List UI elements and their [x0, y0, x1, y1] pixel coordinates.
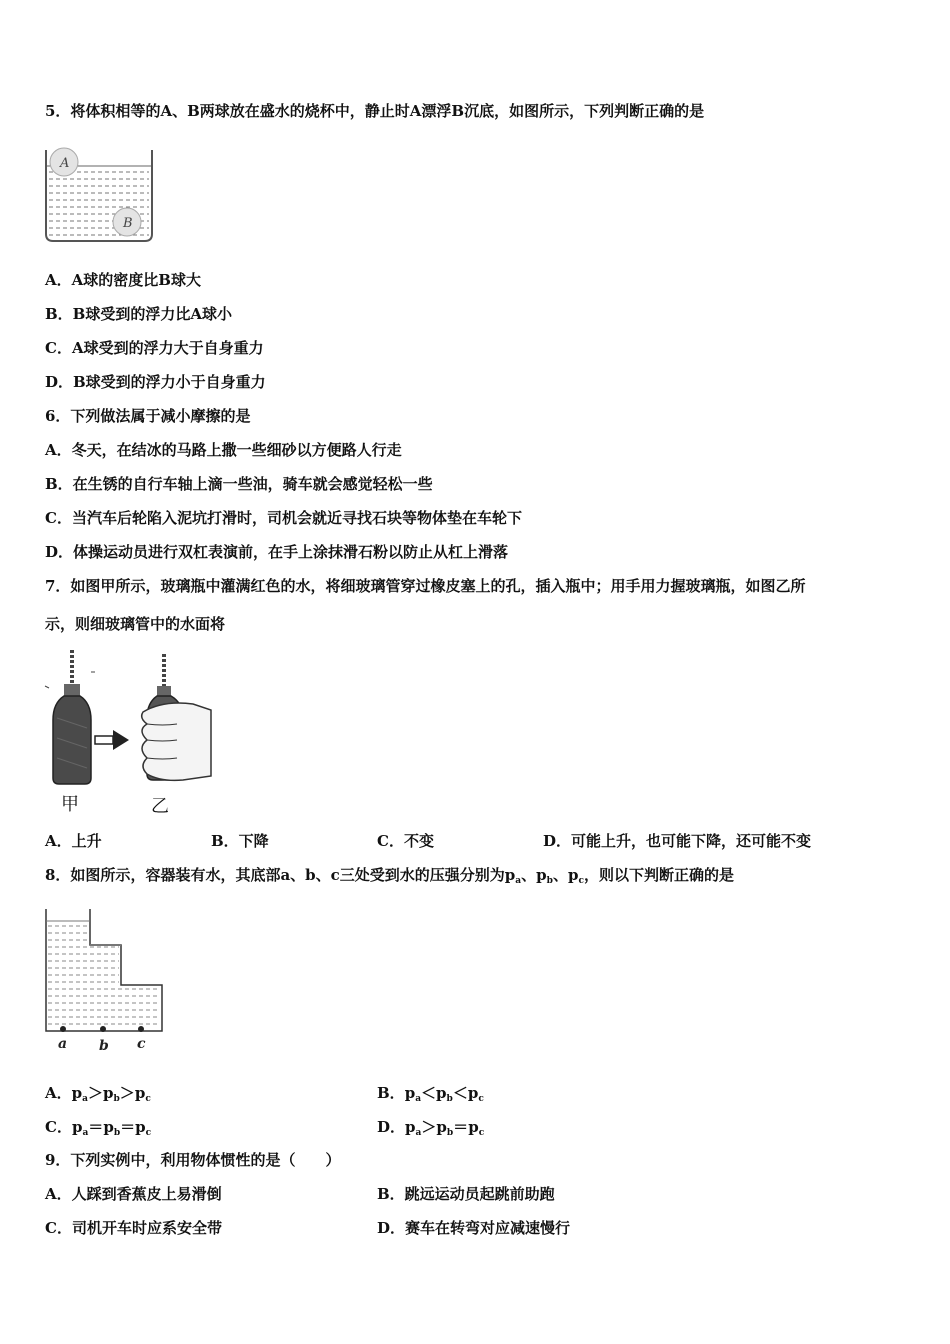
label-c: c: [137, 1036, 146, 1052]
point-c: [138, 1026, 144, 1032]
q6-option-b: B．在生锈的自行车轴上滴一些油，骑车就会感觉轻松一些: [45, 475, 433, 493]
q5-option-d: D．B球受到的浮力小于自身重力: [45, 373, 266, 391]
q8-option-a: A．$p_a>p_b>p_c$: [45, 1084, 151, 1104]
q5-option-a: A．A球的密度比B球大: [45, 271, 201, 289]
q8-stem: 8．如图所示，容器装有水，其底部a、b、c三处受到水的压强分别为$p_a$、$p_b$、$p_c$，则以下判断正确的是: [45, 866, 734, 886]
q6-stem: 6．下列做法属于减小摩擦的是: [45, 407, 251, 425]
q9-option-c: C．司机开车时应系安全带: [45, 1219, 222, 1237]
arrow-icon: [95, 736, 113, 744]
q5-beaker-figure: [43, 146, 155, 244]
point-b: [100, 1026, 106, 1032]
q9-option-a: A．人踩到香蕉皮上易滑倒: [45, 1185, 222, 1203]
q7-bottle-figure: [43, 648, 218, 818]
q7-option-b: B．下降: [211, 832, 269, 850]
container-outline: [46, 909, 162, 1031]
q7-option-c: C．不变: [377, 832, 434, 850]
q8-option-c: C．$p_a=p_b=p_c$: [45, 1118, 152, 1138]
q7-option-d: D．可能上升，也可能下降，还可能不变: [543, 832, 812, 850]
label-b: b: [99, 1038, 109, 1054]
ball-b-label: B: [123, 216, 133, 231]
point-a: [60, 1026, 66, 1032]
q9-option-b: B．跳远运动员起跳前助跑: [377, 1185, 555, 1203]
q7-stem-line1: 7．如图甲所示，玻璃瓶中灌满红色的水，将细玻璃管穿过橡皮塞上的孔，插入瓶中；用手用力握玻璃瓶，如图乙所: [45, 577, 806, 595]
q5-option-b: B．B球受到的浮力比A球小: [45, 305, 232, 323]
q6-option-c: C．当汽车后轮陷入泥坑打滑时，司机会就近寻找石块等物体垫在车轮下: [45, 509, 522, 527]
hand: [142, 703, 211, 780]
q6-option-d: D．体操运动员进行双杠表演前，在手上涂抹滑石粉以防止从杠上滑落: [45, 543, 509, 561]
label-a: a: [58, 1036, 68, 1052]
ball-a-label: A: [60, 156, 70, 171]
q7-option-a: A．上升: [45, 832, 102, 850]
q6-option-a: A．冬天，在结冰的马路上撒一些细砂以方便路人行走: [45, 441, 402, 459]
q8-option-b: B．$p_a<p_b<p_c$: [377, 1084, 484, 1104]
bottle-jia: [53, 696, 91, 784]
q5-option-c: C．A球受到的浮力大于自身重力: [45, 339, 264, 357]
label-jia: 甲: [61, 794, 79, 814]
q5-stem: 5．将体积相等的A、B两球放在盛水的烧杯中，静止时A漂浮B沉底，如图所示，下列判断正确的是: [45, 102, 705, 120]
label-yi: 乙: [151, 796, 169, 816]
q9-stem: 9．下列实例中，利用物体惯性的是（ ）: [45, 1151, 341, 1169]
q8-container-figure: [43, 906, 168, 1054]
q7-stem-line2: 示，则细玻璃管中的水面将: [45, 615, 226, 633]
q9-option-d: D．赛车在转弯对应减速慢行: [377, 1219, 571, 1237]
q8-option-d: D．$p_a>p_b=p_c$: [377, 1118, 485, 1138]
